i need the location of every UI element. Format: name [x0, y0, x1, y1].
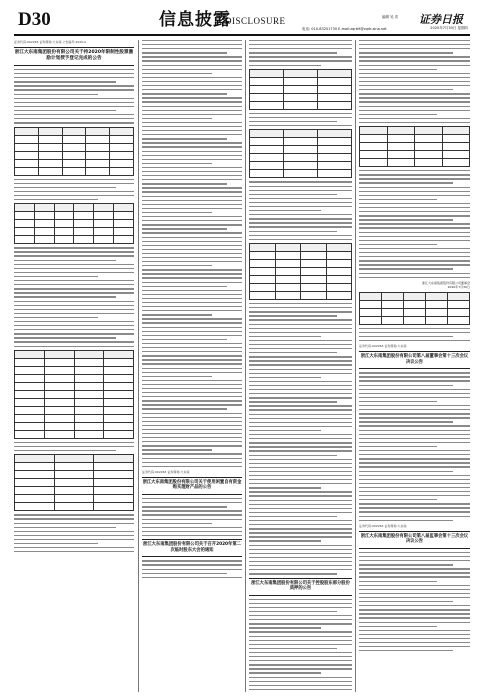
body-text-block	[359, 552, 470, 652]
body-text-block	[359, 170, 470, 278]
data-table	[14, 203, 134, 244]
data-table	[14, 350, 134, 439]
section-title: 信息披露	[159, 10, 231, 30]
body-text-block	[249, 181, 352, 240]
page-number: D30	[18, 9, 51, 30]
column-4	[359, 40, 470, 692]
column-rule	[355, 40, 356, 692]
notice-heading: 浙江大东南集团股份有限公司第八届董事会第十三次会议决议公告	[360, 354, 469, 365]
data-table	[359, 126, 470, 167]
body-text-block	[249, 40, 352, 66]
body-text-block	[142, 560, 242, 578]
notice-codes: 证券代码:002263 证券简称:大东南	[359, 523, 407, 528]
column-rule	[138, 40, 139, 692]
body-text-block	[359, 40, 470, 123]
notice-heading-box	[142, 539, 242, 557]
notice-heading: 浙江大东南集团股份有限公司关于持2020年限制性股票激励计划授予登记完成的公告	[14, 50, 134, 61]
notice-codes: 证券代码:002263 证券简称:大东南	[142, 469, 190, 474]
body-text-block	[359, 372, 470, 521]
data-table	[14, 127, 134, 176]
data-table	[359, 292, 470, 325]
data-table	[14, 454, 134, 511]
notice-codes: 证券代码:002263 证券简称:大东南	[359, 344, 407, 349]
body-text-block	[249, 599, 352, 692]
date-line: 2020年7月30日 星期四	[430, 26, 468, 30]
contact-line: 电话: 010-83251730 E-mail:zqrb9@zqrb.sina.net	[302, 27, 387, 31]
body-text-block	[14, 69, 134, 124]
column-1	[14, 40, 134, 692]
body-text-block	[142, 40, 242, 467]
notice-heading: 浙江大东南集团股份有限公司关于使用闲置自有资金购买理财产品的公告	[142, 479, 242, 491]
body-text-block	[249, 113, 352, 127]
body-text-block	[142, 498, 242, 536]
data-table	[249, 69, 352, 110]
data-table	[249, 129, 352, 178]
body-text-block	[14, 179, 134, 201]
column-3	[249, 40, 352, 692]
newspaper-logo: 证券日报	[419, 13, 463, 26]
column-2	[142, 40, 242, 692]
signature-block: 浙江大东南集团股份有限公司董事会 2020年7月30日	[421, 280, 470, 289]
body-text-block	[14, 514, 134, 552]
notice-heading: 浙江大东南集团股份有限公司关于控股股东部分股份质押的公告	[251, 580, 350, 592]
body-text-block	[14, 247, 134, 347]
section-title-en: DISCLOSURE	[225, 16, 286, 26]
notice-heading-box	[359, 531, 470, 549]
notice-heading-box	[14, 47, 134, 66]
notice-heading: 浙江大东南集团股份有限公司关于召开2020年第二次临时股东大会的通知	[143, 542, 241, 553]
body-text-block	[14, 442, 134, 451]
notice-heading: 浙江大东南集团股份有限公司第八届监事会第十三次会议决议公告	[360, 533, 469, 545]
notice-heading-box	[142, 477, 242, 495]
column-rule	[245, 40, 246, 692]
notice-heading-box	[359, 351, 470, 369]
masthead	[14, 8, 470, 36]
data-table	[249, 243, 352, 300]
editor-line: 编辑 吴 宵	[382, 15, 399, 19]
body-text-block	[359, 328, 470, 342]
body-text-block	[249, 303, 352, 574]
notice-codes: 证券代码:002263 证券简称:大东南 公告编号:2020-0	[14, 40, 87, 44]
notice-heading-box	[249, 578, 352, 596]
